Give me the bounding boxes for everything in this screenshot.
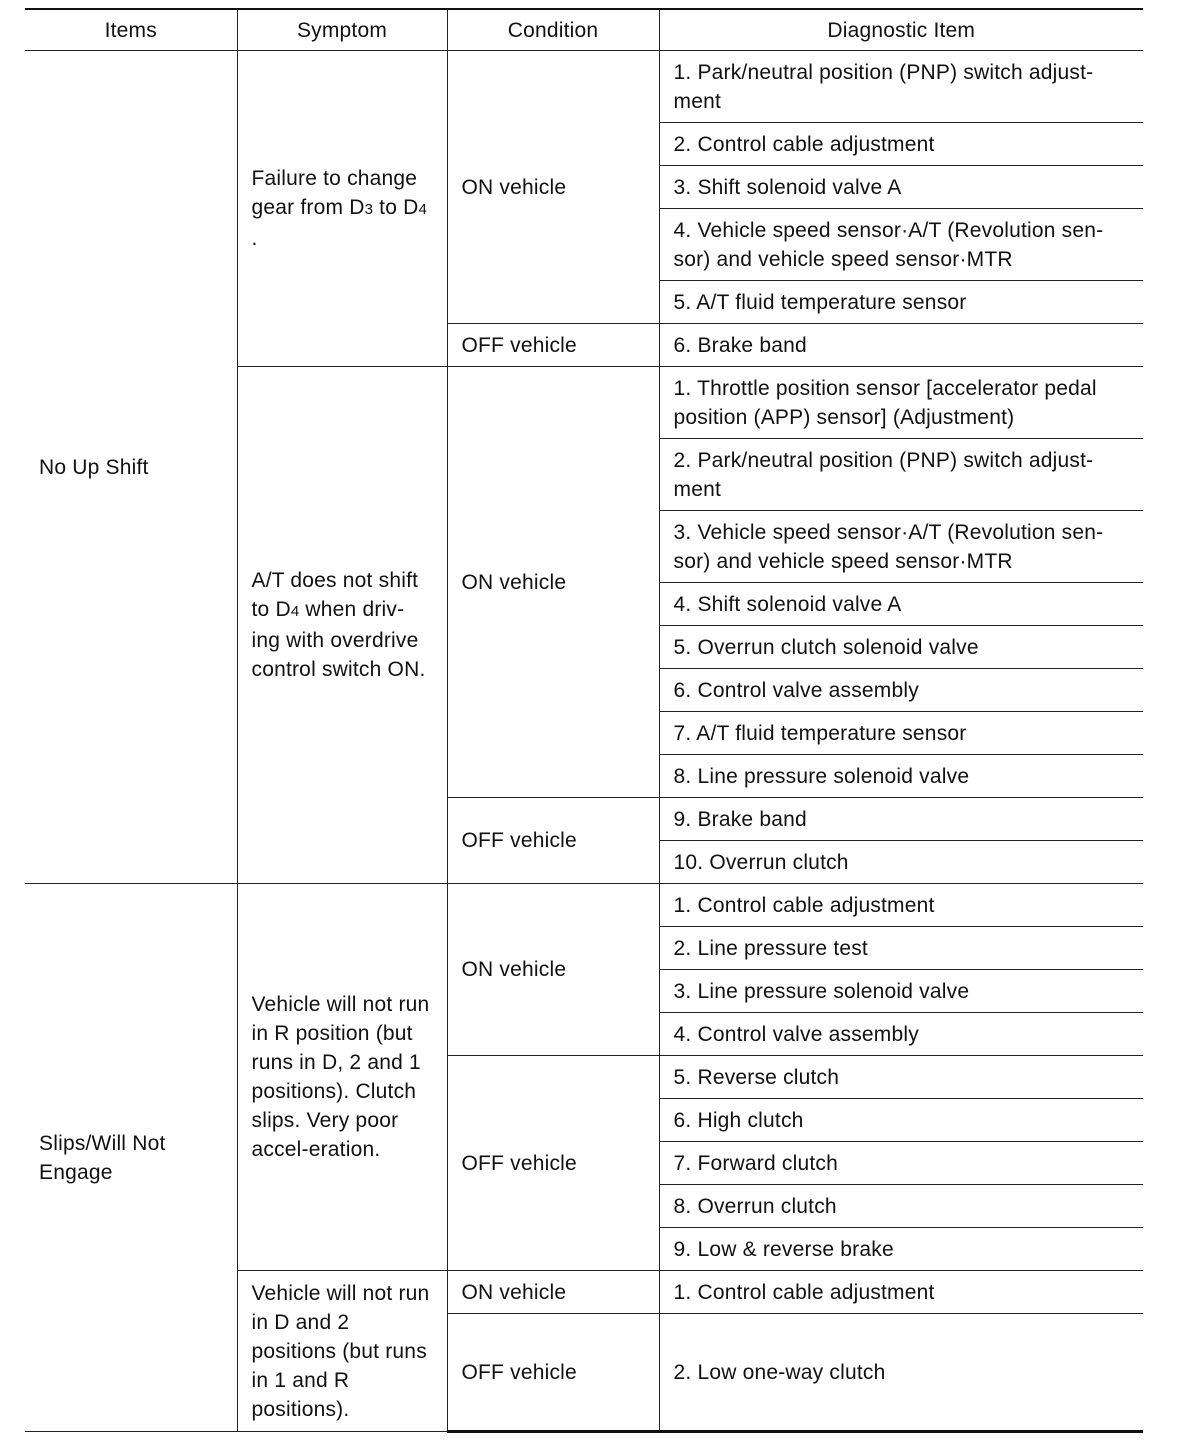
symptom-cell: [237, 367, 447, 884]
diagnostic-item: 9. Low & reverse brake: [659, 1228, 1143, 1271]
diagnostic-item: 3. Vehicle speed sensor·A/T (Revolution sen-sor) and vehicle speed sensor·MTR: [659, 511, 1143, 583]
subscript: 4: [290, 603, 300, 620]
subscript: 3: [364, 201, 374, 218]
diagnostic-item: 4. Shift solenoid valve A: [659, 583, 1143, 626]
condition-cell: OFF vehicle: [447, 1056, 659, 1271]
symptom-text: to D: [373, 196, 419, 219]
symptom-cell: Vehicle will not run in D and 2 positions (but runs in 1 and R positions).: [237, 1271, 447, 1432]
symptom-cell: [237, 51, 447, 367]
header-row: [25, 9, 1143, 51]
condition-cell: ON vehicle: [447, 1271, 659, 1314]
diagnostic-table: [25, 8, 1143, 1433]
header-diagnostic-item: Diagnostic Item: [659, 9, 1143, 51]
table-row: [25, 884, 1143, 927]
diagnostic-item: 1. Control cable adjustment: [659, 1271, 1143, 1314]
diagnostic-item: 8. Line pressure solenoid valve: [659, 755, 1143, 798]
header-symptom: Symptom: [237, 9, 447, 51]
diagnostic-item: 6. Brake band: [659, 324, 1143, 367]
item-cell: No Up Shift: [25, 51, 237, 884]
condition-cell: ON vehicle: [447, 367, 659, 798]
diagnostic-item: 10. Overrun clutch: [659, 841, 1143, 884]
diagnostic-item: 3. Line pressure solenoid valve: [659, 970, 1143, 1013]
symptom-text: when driv-ing with overdrive control switch ON.: [251, 598, 426, 681]
diagnostic-item: 1. Control cable adjustment: [659, 884, 1143, 927]
diagnostic-item: 7. A/T fluid temperature sensor: [659, 712, 1143, 755]
condition-cell: OFF vehicle: [447, 1314, 659, 1432]
diagnostic-item: 4. Control valve assembly: [659, 1013, 1143, 1056]
diagnostic-item: 2. Control cable adjustment: [659, 123, 1143, 166]
condition-cell: ON vehicle: [447, 884, 659, 1056]
header-condition: Condition: [447, 9, 659, 51]
diagnostic-item: 6. Control valve assembly: [659, 669, 1143, 712]
diagnostic-item: 2. Line pressure test: [659, 927, 1143, 970]
diagnostic-item: 1. Throttle position sensor [accelerator pedal position (APP) sensor] (Adjustment): [659, 367, 1143, 439]
diagnostic-item: 5. A/T fluid temperature sensor: [659, 281, 1143, 324]
table-row: [25, 51, 1143, 123]
diagnostic-item: 6. High clutch: [659, 1099, 1143, 1142]
header-items: Items: [25, 9, 237, 51]
symptom-text: A/T does not shift to D: [251, 569, 419, 621]
diagnostic-item: 3. Shift solenoid valve A: [659, 166, 1143, 209]
diagnostic-item: 5. Reverse clutch: [659, 1056, 1143, 1099]
diagnostic-item: 5. Overrun clutch solenoid valve: [659, 626, 1143, 669]
diagnostic-item: 4. Vehicle speed sensor·A/T (Revolution sen-sor) and vehicle speed sensor·MTR: [659, 209, 1143, 281]
diagnostic-item: 1. Park/neutral position (PNP) switch adjust-ment: [659, 51, 1143, 123]
condition-cell: OFF vehicle: [447, 324, 659, 367]
symptom-text: .: [251, 227, 258, 250]
item-cell: Slips/Will Not Engage: [25, 884, 237, 1432]
diagnostic-item: 9. Brake band: [659, 798, 1143, 841]
diagnostic-item: 7. Forward clutch: [659, 1142, 1143, 1185]
symptom-cell: Vehicle will not run in R position (but runs in D, 2 and 1 positions). Clutch slips. Very poor accel-eration.: [237, 884, 447, 1271]
condition-cell: ON vehicle: [447, 51, 659, 324]
diagnostic-item: 2. Park/neutral position (PNP) switch adjust-ment: [659, 439, 1143, 511]
diagnostic-item: 2. Low one-way clutch: [659, 1314, 1143, 1432]
diagnostic-item: 8. Overrun clutch: [659, 1185, 1143, 1228]
subscript: 4: [418, 201, 428, 218]
symptom-text: Failure to change gear from D: [251, 167, 418, 219]
condition-cell: OFF vehicle: [447, 798, 659, 884]
